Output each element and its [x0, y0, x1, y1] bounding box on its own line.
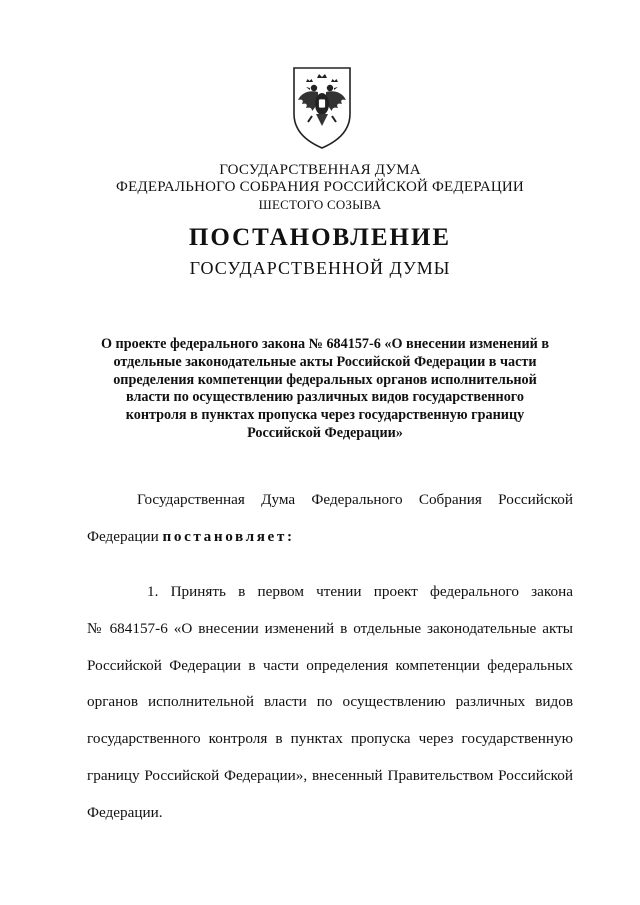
issuer-name-line-2: ФЕДЕРАЛЬНОГО СОБРАНИЯ РОССИЙСКОЙ ФЕДЕРАЦИИ: [116, 179, 524, 195]
clause-line: № 684157-6 «О внесении изменений в отдельные законодательные акты: [87, 619, 573, 637]
clause-line: Российской Федерации в части определения компетенции федеральных: [87, 656, 573, 674]
subject-line: отдельные законодательные акты Российской Федерации в части: [113, 353, 537, 370]
clause-line: Федерации.: [87, 803, 163, 821]
clause-line: органов исполнительной власти по осуществлению различных видов: [87, 693, 573, 711]
subject-line: О проекте федерального закона № 684157-6 «О внесении изменений в: [100, 336, 550, 352]
clause-1-paragraph: [87, 574, 573, 832]
clause-line: государственного контроля в пунктах пропуска через государственную: [87, 730, 573, 748]
document-issuer-subtitle: ГОСУДАРСТВЕННОЙ ДУМЫ: [189, 258, 451, 278]
subject-line: контроля в пунктах пропуска через государственную границу: [125, 407, 525, 424]
preamble-line: Государственная Дума Федерального Собрания Российской: [137, 491, 573, 508]
document-type-title: ПОСТАНОВЛЕНИЕ: [188, 224, 452, 251]
issuer-name-line-1: ГОСУДАРСТВЕННАЯ ДУМА: [219, 162, 421, 178]
preamble-paragraph: [87, 482, 573, 556]
decides-keyword: постановляет:: [162, 527, 295, 545]
clause-line: 1. Принять в первом чтении проект федерального закона: [147, 583, 573, 600]
resolution-subject: [60, 336, 590, 443]
coat-of-arms-icon: [290, 66, 354, 150]
preamble-text: Федерации: [87, 527, 163, 545]
convocation-label: ШЕСТОГО СОЗЫВА: [258, 197, 382, 212]
preamble-line: [87, 519, 573, 556]
clause-line: границу Российской Федерации», внесенный Правительством Российской: [87, 766, 573, 784]
subject-line: определения компетенции федеральных органов исполнительной: [113, 371, 537, 388]
subject-line: Российской Федерации»: [247, 424, 403, 441]
subject-line: власти по осуществлению различных видов государственного: [126, 389, 524, 406]
